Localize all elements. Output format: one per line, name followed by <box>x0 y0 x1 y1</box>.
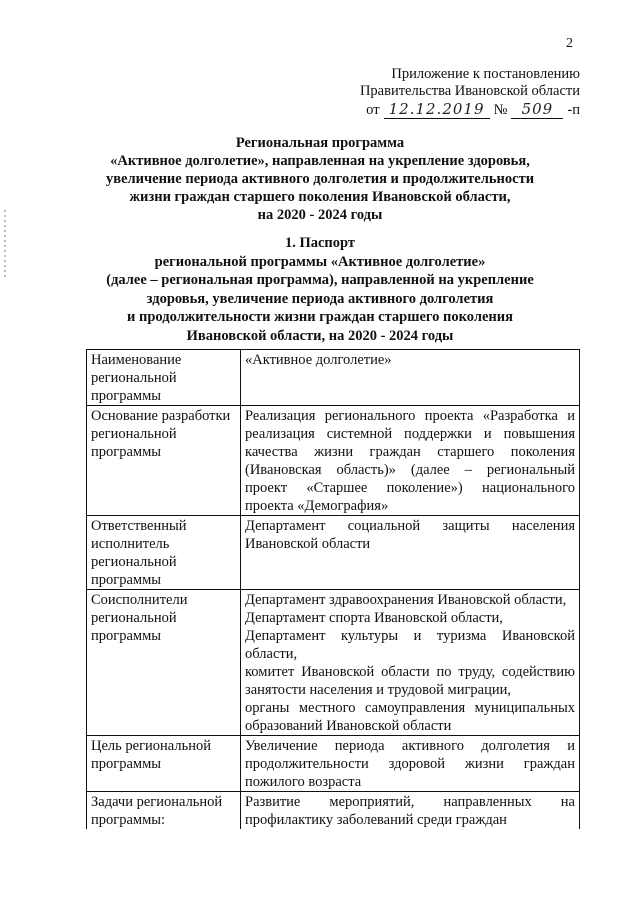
passport-table <box>86 349 580 829</box>
table-row <box>87 792 580 830</box>
value-line: Департамент спорта Ивановской области, <box>245 610 503 626</box>
from-label: от <box>366 102 380 118</box>
title-line: жизни граждан старшего поколения Ивановской области, <box>129 189 511 205</box>
row-value <box>241 590 580 736</box>
value-line: «Активное долголетие» <box>245 352 392 368</box>
row-label: Соисполнители региональной программы <box>87 590 241 736</box>
approval-line-2: Правительства Ивановской области <box>359 83 580 99</box>
page-number: 2 <box>566 36 573 51</box>
title-line: на 2020 - 2024 годы <box>257 207 383 223</box>
row-label: Ответственный исполнитель региональной программы <box>87 516 241 590</box>
passport-line: Ивановской области, на 2020 - 2024 годы <box>186 327 454 344</box>
value-line: Реализация регионального проекта «Разработка и реализация системной поддержки и повышения качества жизни граждан старшего поколения (Ивановская область)» (далее – региональный проект «Старшее поколение») национального проекта «Демография» <box>245 408 575 514</box>
scan-margin-mark <box>4 210 6 280</box>
row-value <box>241 736 580 792</box>
approval-reference <box>340 101 580 119</box>
passport-line: (далее – региональная программа), направленной на укрепление <box>106 272 534 288</box>
row-label: Наименование региональной программы <box>87 350 241 406</box>
value-line: Департамент культуры и туризма Ивановской области, <box>245 628 575 662</box>
table-row <box>87 350 580 406</box>
passport-line: 1. Паспорт <box>284 235 356 251</box>
row-value <box>241 350 580 406</box>
program-title <box>70 134 570 224</box>
number-label: № <box>493 102 508 118</box>
table-row <box>87 516 580 590</box>
approval-line-1: Приложение к постановлению <box>391 66 580 82</box>
approval-block <box>340 66 580 119</box>
row-label: Основание разработки региональной программы <box>87 406 241 516</box>
row-label: Цель региональной программы <box>87 736 241 792</box>
value-line: Департамент социальной защиты населения Ивановской области <box>245 518 575 552</box>
table-row <box>87 406 580 516</box>
title-line: Региональная программа <box>235 135 405 151</box>
handwritten-date: 12.12.2019 <box>384 101 490 119</box>
row-label: Задачи региональной программы: <box>87 792 241 830</box>
value-line: комитет Ивановской области по труду, содействию занятости населения и трудовой миграции, <box>245 664 575 698</box>
passport-line: региональной программы «Активное долголетие» <box>154 253 486 270</box>
passport-line: и продолжительности жизни граждан старшего поколения <box>127 309 513 325</box>
title-line: увеличение периода активного долголетия и продолжительности <box>105 171 535 187</box>
row-value <box>241 406 580 516</box>
value-line: Увеличение периода активного долголетия и продолжительности здоровой жизни граждан пожилого возраста <box>245 738 575 790</box>
table-row <box>87 736 580 792</box>
number-suffix: -п <box>567 102 580 118</box>
row-value <box>241 792 580 830</box>
passport-line: здоровья, увеличение периода активного долголетия <box>146 290 494 307</box>
handwritten-number: 509 <box>511 101 563 119</box>
passport-title <box>70 234 570 345</box>
value-line: Департамент здравоохранения Ивановской области, <box>245 592 567 608</box>
value-line: органы местного самоуправления муниципальных образований Ивановской области <box>245 700 575 734</box>
table-row <box>87 590 580 736</box>
title-line: «Активное долголетие», направленная на укрепление здоровья, <box>110 153 530 169</box>
row-value <box>241 516 580 590</box>
value-line: Развитие мероприятий, направленных на профилактику заболеваний среди граждан <box>245 794 575 828</box>
